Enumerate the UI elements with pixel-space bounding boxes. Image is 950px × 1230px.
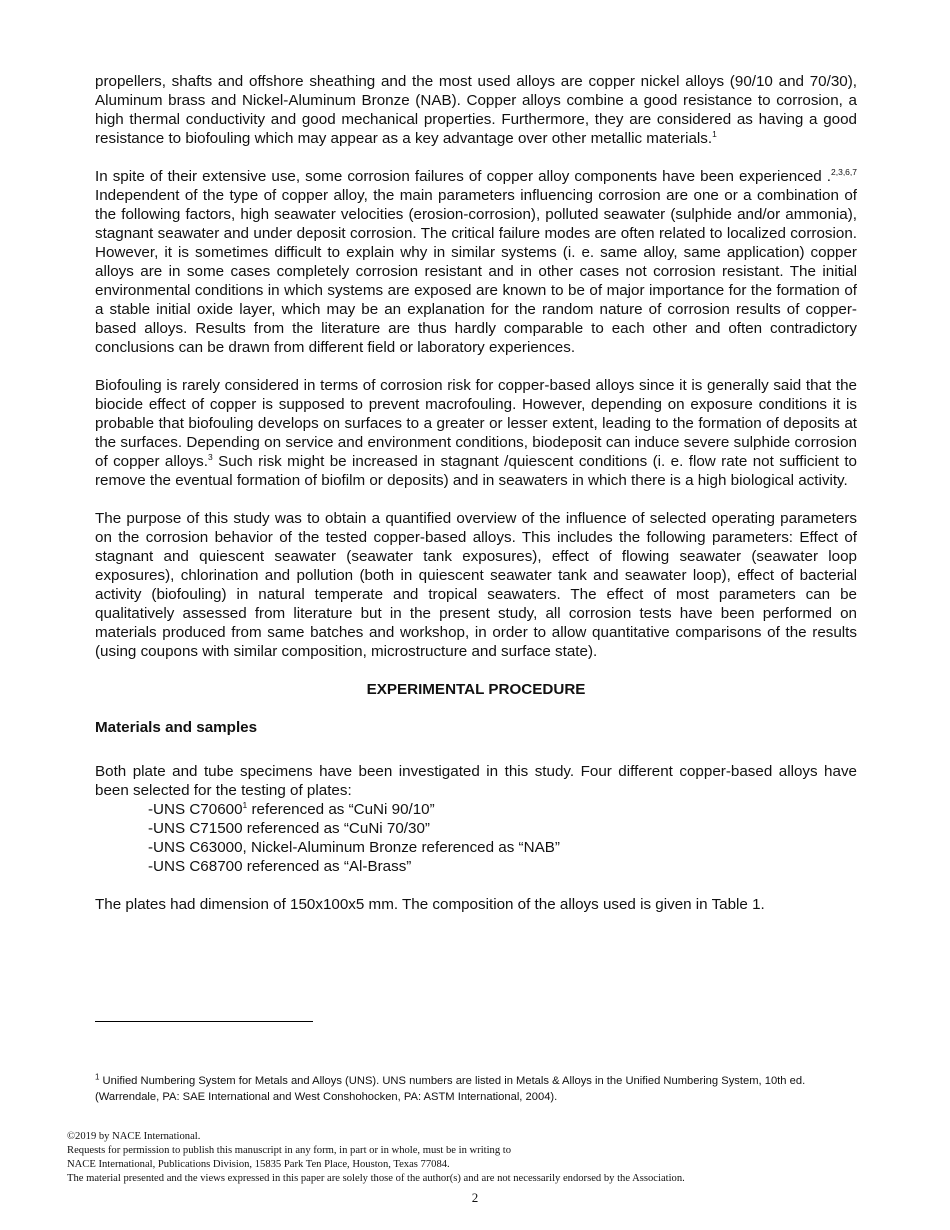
alloy-item: -UNS C63000, Nickel-Aluminum Bronze referenced as “NAB”: [148, 839, 560, 856]
footnote-marker: 1: [242, 799, 248, 810]
paragraph-copper-alloys-intro: propellers, shafts and offshore sheathing and the most used alloys are copper nickel alloys (90/10 and 70/30), Aluminum brass and Nickel-Aluminum Bronze (NAB). Copper alloys combine a good resistance to corrosion, a high thermal conductivity and good mechanical properties. Furthermore, they are considered as having a good resistance to biofouling which may appear as a key advantage over other metallic materials.$^1$: [95, 73, 857, 147]
footnote: $^1$ Unified Numbering System for Metals and Alloys (UNS). UNS numbers are listed in Metals & Alloys in the Unified Numbering System, 10th ed. (Warrendale, PA: SAE International and West Conshohocken, PA: ASTM International, 2004).: [95, 1072, 806, 1103]
citation-superscript: 2,3,6,7: [831, 166, 857, 177]
citation-superscript: 3: [207, 451, 213, 462]
copyright-line: ©2019 by NACE International.: [67, 1131, 201, 1142]
alloy-item: -UNS C71500 referenced as “CuNi 70/30”: [148, 820, 430, 837]
subsection-title: Materials and samples: [95, 719, 258, 736]
copyright-line: The material presented and the views expressed in this paper are solely those of the author(s) and are not necessarily endorsed by the Association.: [67, 1173, 685, 1184]
alloy-item: -UNS C68700 referenced as “Al-Brass”: [148, 858, 412, 875]
paragraph-materials-intro: Both plate and tube specimens have been investigated in this study. Four different copper-based alloys have been selected for the testing of plates:: [95, 763, 857, 799]
paragraph-biofouling: Biofouling is rarely considered in terms of corrosion risk for copper-based alloys since it is generally said that the biocide effect of copper is supposed to prevent macrofouling. However, depending on exposure conditions it is probable that biofouling develops on surfaces to a greater or lesser extent, leading to the formation of deposits at the surfaces. Depending on service and environment conditions, biodeposit can induce severe sulphide corrosion of copper alloys.$^3$ Such risk might be increased in stagnant /quiescent conditions (i. e. flow rate not sufficient to remove the eventual formation of biofilm or deposits) and in seawaters in which there is a high biological activity.: [95, 377, 857, 489]
paragraph-study-purpose: The purpose of this study was to obtain a quantified overview of the influence of selected operating parameters on the corrosion behavior of the tested copper-based alloys. This includes the following parameters: Effect of stagnant and quiescent seawater (seawater tank exposures), effect of flowing seawater (seawater loop exposures), chlorination and pollution (both in quiescent seawater tank and seawater loop), effect of bacterial activity (biofouling) in natural temperate and tropical seawaters. The effect of most parameters can be qualitatively assessed from literature but in the present study, all corrosion tests have been performed on materials produced from same batches and workshop, in order to allow quantitative comparisons of the results (using coupons with similar composition, microstructure and surface state).: [95, 510, 857, 660]
copyright-line: Requests for permission to publish this manuscript in any form, in part or in whole, must be in writing to: [67, 1145, 512, 1156]
footnote-marker: 1: [95, 1072, 100, 1082]
copyright-line: NACE International, Publications Division, 15835 Park Ten Place, Houston, Texas 77084.: [67, 1159, 450, 1170]
alloy-item: -UNS C70600$^1$ referenced as “CuNi 90/10”: [148, 799, 435, 818]
footnote-separator: [95, 1021, 313, 1022]
page-number: 2: [471, 1190, 479, 1205]
alloy-list: [95, 800, 857, 876]
body-content: [95, 72, 857, 914]
citation-superscript: 1: [712, 128, 717, 139]
section-title: EXPERIMENTAL PROCEDURE: [366, 681, 586, 698]
paragraph-corrosion-failures: In spite of their extensive use, some corrosion failures of copper alloy components have been experienced .$^{2,3,6,7}$ Independent of the type of copper alloy, the main parameters influencing corrosion are one or a combination of the following factors, high seawater velocities (erosion-corrosion), polluted seawater (sulphide and/or ammonia), stagnant seawater and under deposit corrosion. The critical failure modes are often related to localized corrosion. However, it is sometimes difficult to explain why in similar systems (i. e. same alloy, same application) copper alloys are in some cases completely corrosion resistant and in other cases not corrosion resistant. The initial environmental conditions in which systems are exposed are known to be of major importance for the formation of a stable initial oxide layer, which may be an explanation for the random nature of corrosion results of copper-based alloys. Results from the literature are thus hardly comparable to each other and often contradictory conclusions can be drawn from different field or laboratory experiences.: [95, 166, 857, 356]
copyright-notice: [67, 1130, 887, 1186]
paragraph-plate-dimensions: The plates had dimension of 150x100x5 mm. The composition of the alloys used is given in Table 1.: [95, 896, 765, 913]
